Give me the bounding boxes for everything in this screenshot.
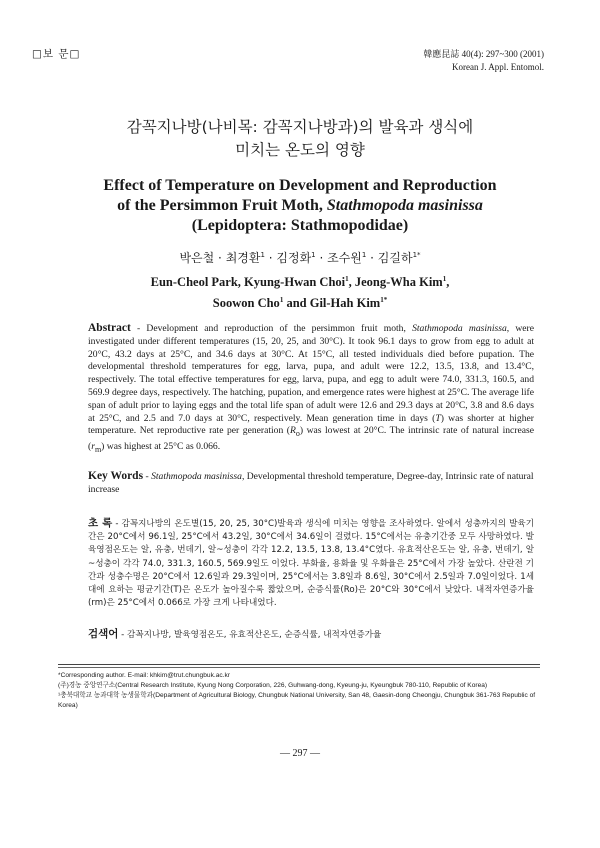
- korean-abstract-heading: 초 록: [88, 517, 113, 529]
- journal-name: Korean J. Appl. Entomol.: [452, 62, 544, 72]
- korean-abstract-text: - 감꼭지나방의 온도별(15, 20, 25, 30°C)발육과 생식에 미치는 영향을 조사하였다. 알에서 성충까지의 발육기간은 20°C에서 96.1일, 25°C에서 43.2일, 30°C에서 34.6일이 걸렸다. 15°C에서는 유충기간중 모두 사망하였다. 발육영점온도는 알, 유충, 번데기, 알~성충이 각각 12.2, 13.5, 13.8, 13.4°C였다. 유효적산온도는 알, 유충, 번데기, 알~성충이 각각 74.0, 331.3, 160.5, 569.9일도 이었다. 부화율, 용화율 및 우화율은 25°C에서 가장 높았다. 산란전 기간과 성충수명은 20°C에서 12.6일과 29.3일이며, 25°C에서는 3.8일과 8.6일, 30°C에서 2.5일과 7.0일이었다. 1세대에 요하는 평균기간(T)은 온도가 높아질수록 짧았으며, 순증식률(Ro)은 20°C와 30°C에서 낮았다. 내적자연증가율(rm)은 25°C에서 0.066로 가장 크게 나타내었다.: [88, 519, 534, 609]
- author-separator: ·: [214, 251, 226, 265]
- footnote-affiliation-2: ¹충북대학교 농과대학 농생물학과(Department of Agricultural Biology, Chungbuk National University, San 48, Gaesin-dong Cheongju, Chungbuk 361-763 Republic of Korea): [58, 692, 536, 709]
- english-abstract: [88, 322, 534, 457]
- author-separator: ·: [315, 251, 328, 265]
- symbol-rm: r: [91, 441, 95, 453]
- author-en-text: ,: [446, 275, 450, 290]
- korean-title: [60, 116, 540, 162]
- affiliation-mark: 1: [345, 275, 349, 283]
- abstract-text: - Development and reproduction of the persimmon fruit moth,: [130, 323, 413, 334]
- author-separator: ·: [366, 251, 378, 265]
- korean-abstract: [88, 517, 534, 610]
- author-en-text: Eun-Cheol Park, Kyung-Hwan Choi: [150, 275, 346, 290]
- symbol-rm-sub: m: [94, 444, 102, 454]
- footnotes: [58, 671, 548, 711]
- keywords-heading: Key Words: [88, 470, 144, 482]
- affiliation-mark: 1: [279, 296, 284, 305]
- english-authors-line2: [60, 291, 540, 312]
- footnote-divider: [58, 667, 540, 668]
- species-name-title: Stathmopoda masinissa: [326, 197, 483, 214]
- affiliation-mark: 1: [361, 251, 367, 259]
- author-en-text: and Gil-Hah Kim: [283, 296, 381, 311]
- korean-title-line2: 미치는 온도의 영향: [235, 141, 365, 159]
- page-number: — 297 —: [280, 748, 320, 759]
- author-ko-3: 김정화: [276, 251, 312, 265]
- affiliation-mark: 1: [311, 251, 316, 259]
- footnote-affiliation-1: (주)경농 중앙연구소(Central Research Institute, Kyung Nong Corporation, 226, Guhwang-dong, Kyeung-ju, Kyeungbuk 780-110, Republic of Korea): [58, 682, 488, 689]
- abstract-heading: Abstract: [88, 322, 131, 334]
- species-name: Stathmopoda masinissa: [412, 323, 507, 334]
- affiliation-mark: 1*: [412, 251, 421, 259]
- author-ko-1: 박은철: [179, 251, 215, 265]
- symbol-r-sub: o: [295, 429, 300, 439]
- journal-citation: [423, 48, 544, 74]
- keywords-text: , Developmental threshold temperature, Degree-day, Intrinsic rate of natural increase: [88, 471, 534, 495]
- english-title: [50, 176, 550, 236]
- author-ko-5: 김길하: [377, 251, 413, 265]
- symbol-r: R: [289, 425, 296, 437]
- english-title-line1: Effect of Temperature on Development and Reproduction: [103, 177, 497, 194]
- abstract-text: , were investigated under different temperatures (15, 20, 25, and 30°C). It took 96.1 days to grow from egg to adult at 20°C, 43.2 days at 25°C, and 34.6 days at 30°C. At 15°C, all tested individuals died before pupation. The developmental threshold temperatures for egg, larva, pupa, and adult were 12.2, 13.5, 13.8, and 13.4°C, respectively. The total effective temperatures for egg, larva, pupa, and egg to adult were 74.0, 331.3, 160.5, and 569.9 degree days, respectively. The hatching, pupation, and emergence rates were highest at 25°C. The average life span of adult prior to laying eggs and the total life span of adult were 12.6 and 29.3 days at 20°C, 3.8 and 8.6 days at 25°C, and 2.5 and 7.0 days at 30°C, respectively. Mean generation time in days (: [88, 323, 535, 424]
- symbol-t: T: [435, 412, 441, 424]
- author-en-text: Soowon Cho: [212, 296, 280, 311]
- abstract-text: ) was lowest at 20°C. The intrinsic rate of natural increase (: [88, 425, 534, 453]
- korean-keywords-text: - 감꼭지나방, 발육영점온도, 유효적산온도, 순증식률, 내적자연증가율: [118, 630, 382, 640]
- affiliation-mark: 1: [260, 251, 265, 259]
- author-en-text: , Jeong-Wha Kim: [348, 275, 443, 290]
- korean-title-line1: 감꼭지나방(나비목: 감꼭지나방과)의 발육과 생식에: [126, 118, 474, 136]
- journal-volume-pages: 韓應昆誌 40(4): 297~300 (2001): [423, 49, 544, 59]
- english-keywords: [88, 470, 534, 497]
- abstract-text: ) was shorter at higher temperature. Net reproductive rate per generation (: [88, 412, 534, 437]
- korean-authors: [60, 249, 540, 266]
- affiliation-mark: 1*: [380, 296, 388, 305]
- affiliation-mark: 1: [442, 275, 447, 283]
- article-type-label: □보 문□: [32, 48, 81, 60]
- species-name: Stathmopoda masinissa: [151, 471, 242, 482]
- english-title-line3: (Lepidoptera: Stathmopodidae): [191, 217, 409, 234]
- keywords-text: -: [143, 471, 152, 482]
- footnote-corresponding: *Corresponding author. E-mail: khkim@trut.chungbuk.ac.kr: [58, 672, 230, 679]
- english-authors-line1: [60, 270, 540, 291]
- abstract-text: ) was highest at 25°C as 0.066.: [101, 441, 221, 453]
- author-ko-2: 최경환: [225, 251, 261, 265]
- english-title-line2-text: of the Persimmon Fruit Moth,: [117, 197, 327, 214]
- english-title-line2: [50, 196, 550, 216]
- english-authors: [60, 270, 540, 312]
- footnote-divider: [58, 664, 540, 665]
- korean-keywords: [88, 626, 534, 641]
- author-ko-4: 조수원: [327, 251, 362, 265]
- korean-keywords-heading: 검색어: [88, 628, 119, 640]
- author-separator: ·: [264, 251, 277, 265]
